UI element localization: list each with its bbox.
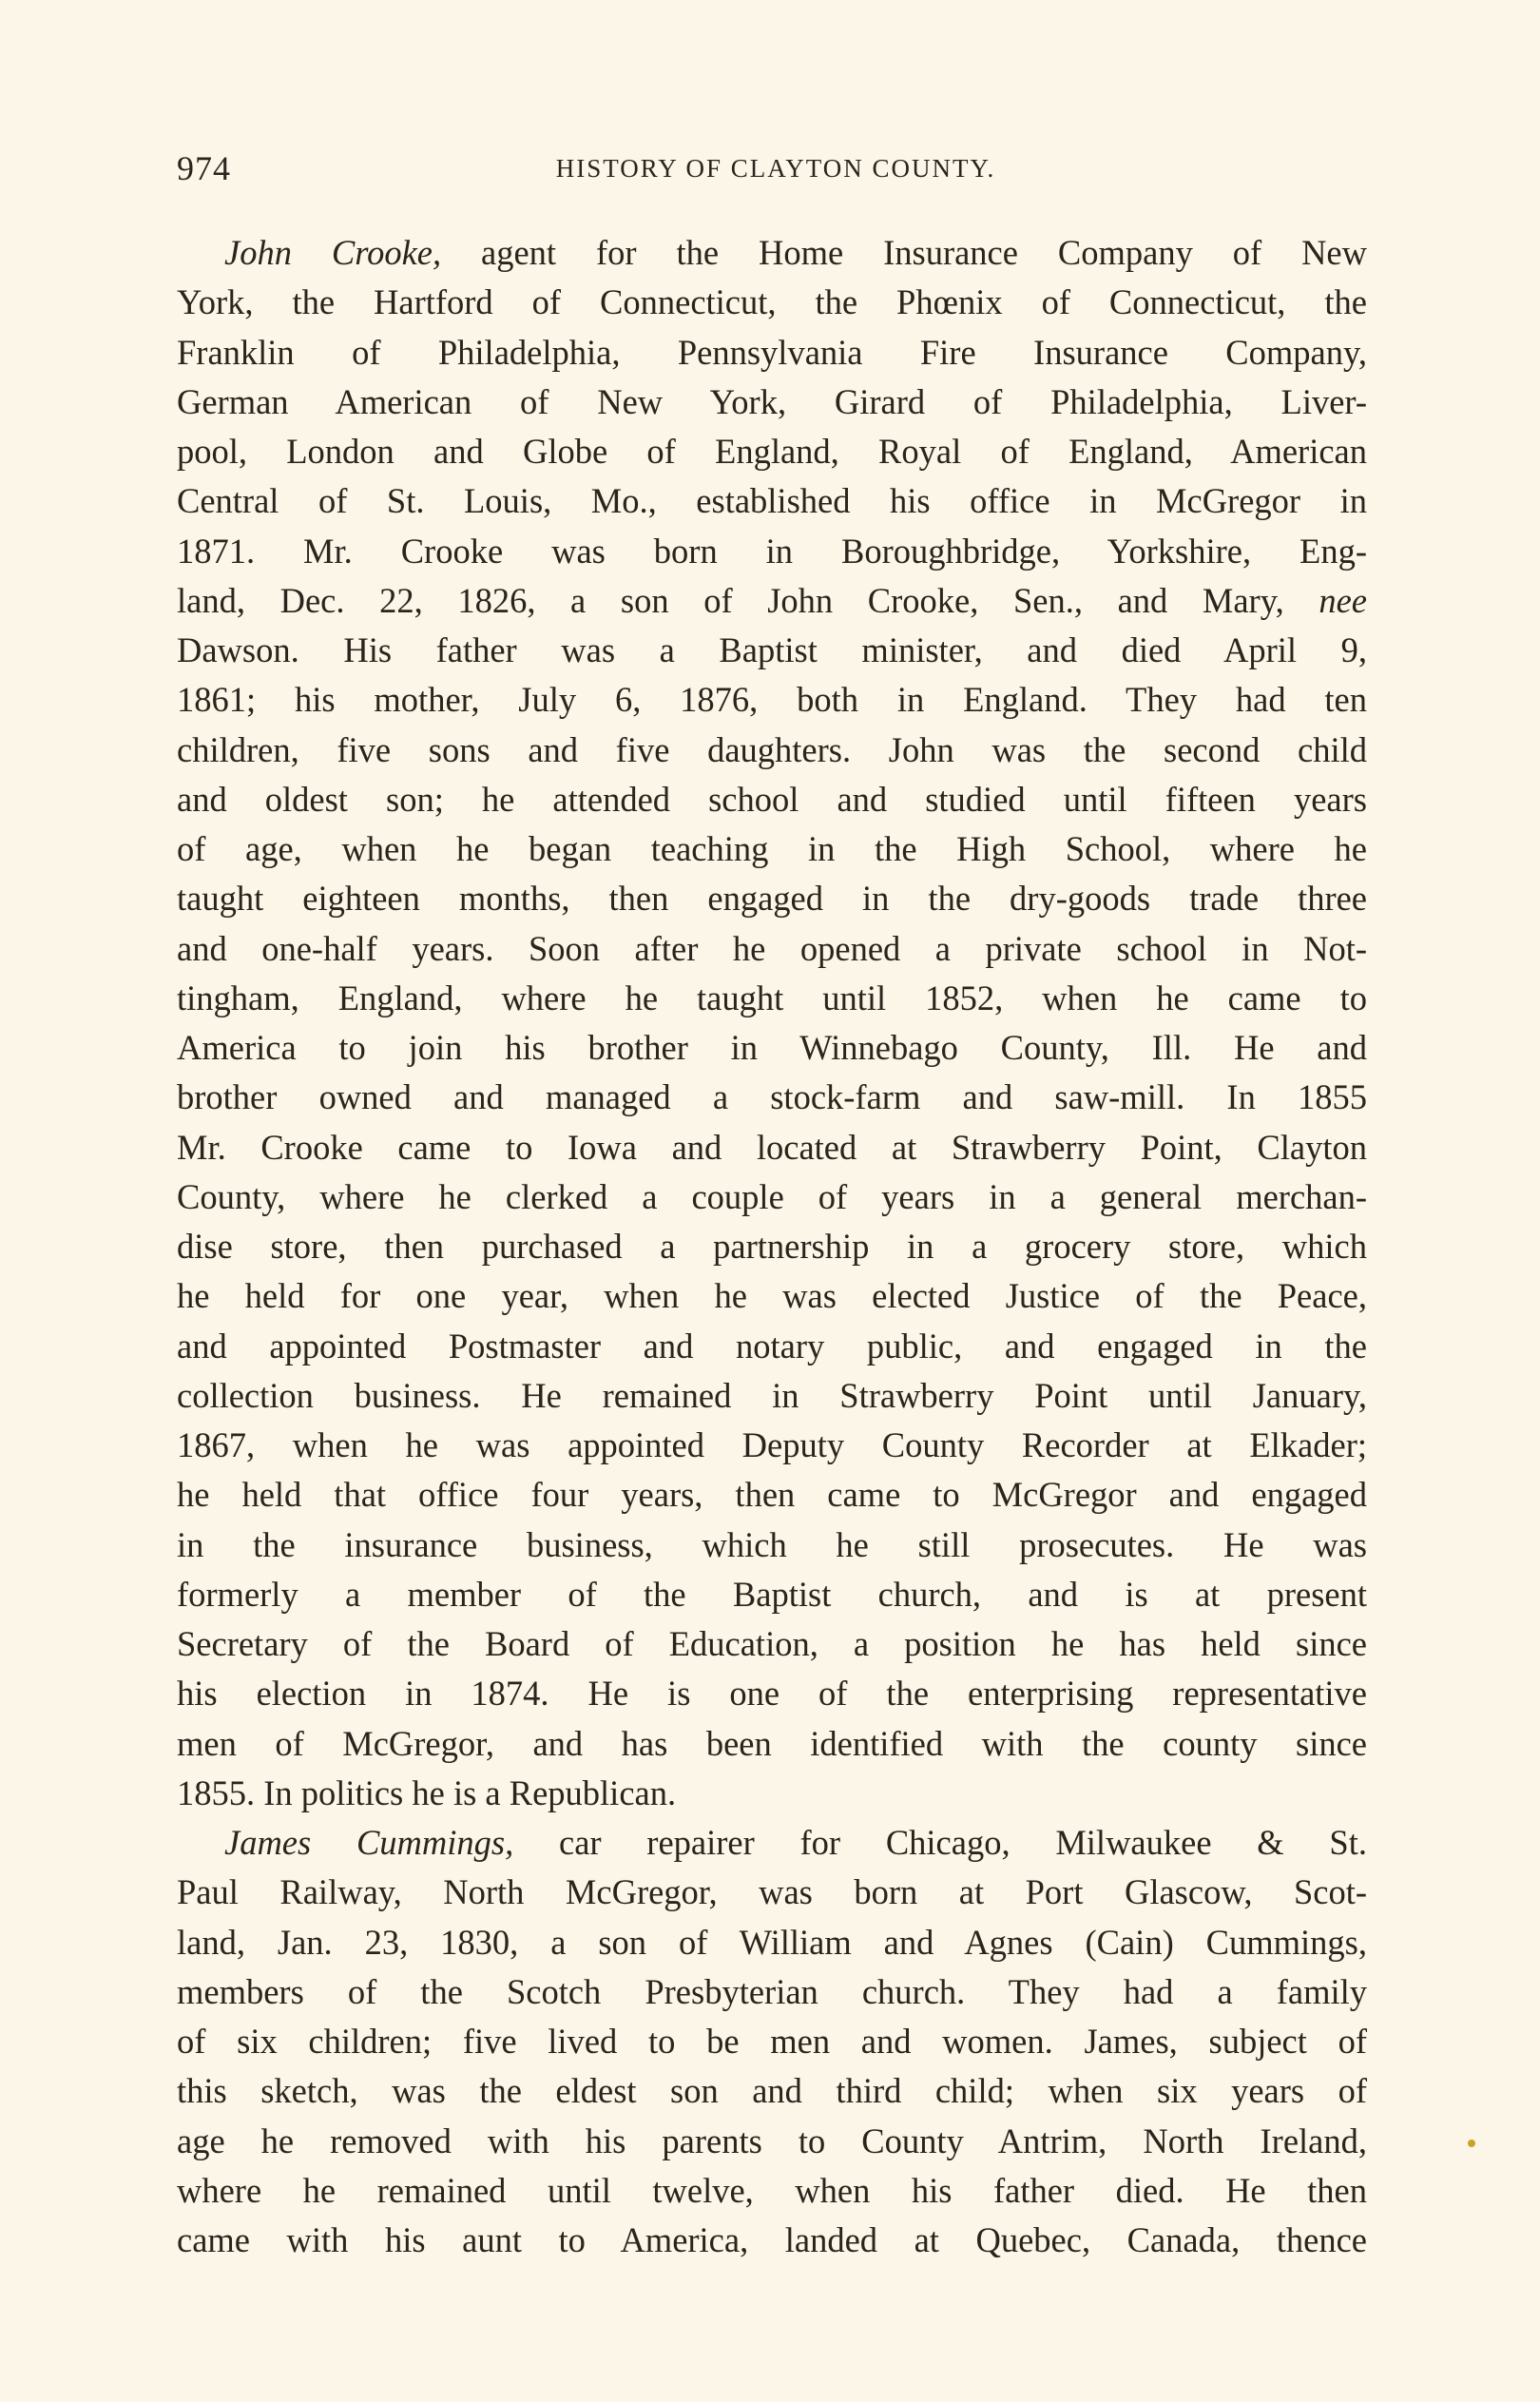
text-line: Franklin of Philadelphia, Pennsylvania Fire Insurance Company, [177,332,1367,372]
text-line: formerly a member of the Baptist church, and is at present [177,1574,1367,1614]
text-line: land, Jan. 23, 1830, a son of William and Agnes (Cain) Cummings, [177,1922,1367,1962]
person-name: James Cummings, [224,1823,514,1862]
text-line: James Cummings, car repairer for Chicago, Milwaukee & St. [224,1823,1367,1862]
text-line: age he removed with his parents to County Antrim, North Ireland, [177,2121,1367,2160]
text-line: Secretary of the Board of Education, a position he has held since [177,1624,1367,1663]
text-line: Mr. Crooke came to Iowa and located at Strawberry Point, Clayton [177,1127,1367,1167]
text-line: Paul Railway, North McGregor, was born at Port Glascow, Scot- [177,1872,1367,1912]
text-line: of age, when he began teaching in the High School, where he [177,829,1367,868]
text-line: Dawson. His father was a Baptist minister, and died April 9, [177,630,1367,669]
text-line: John Crooke, agent for the Home Insurance Company of New [224,233,1367,272]
text-line: 1871. Mr. Crooke was born in Boroughbridge, Yorkshire, Eng- [177,531,1367,571]
text-line: and one-half years. Soon after he opened a private school in Not- [177,928,1367,968]
text-line: men of McGregor, and has been identified with the county since [177,1723,1367,1763]
text-line: County, where he clerked a couple of years in a general merchan- [177,1176,1367,1216]
text-line: tingham, England, where he taught until 1852, when he came to [177,978,1367,1017]
text-line: he held for one year, when he was elected Justice of the Peace, [177,1276,1367,1316]
text-line: dise store, then purchased a partnership in a grocery store, which [177,1227,1367,1266]
text-line: 1867, when he was appointed Deputy County Recorder at Elkader; [177,1425,1367,1464]
text-line: where he remained until twelve, when his father died. He then [177,2170,1367,2210]
text-line: Central of St. Louis, Mo., established his office in McGregor in [177,481,1367,521]
person-name: John Crooke, [224,233,442,272]
text-line: came with his aunt to America, landed at Quebec, Canada, thence [177,2220,1367,2259]
text-line: 1855. In politics he is a Republican. [177,1772,677,1812]
text-line: and appointed Postmaster and notary public, and engaged in the [177,1326,1367,1366]
text-line: of six children; five lived to be men and women. James, subject of [177,2022,1367,2061]
text-line: in the insurance business, which he still prosecutes. He was [177,1524,1367,1564]
running-title: HISTORY OF CLAYTON COUNTY. [555,154,996,183]
text-line: this sketch, was the eldest son and third child; when six years of [177,2071,1367,2111]
italic-word: nee [1319,580,1367,620]
text-line: taught eighteen months, then engaged in the dry-goods trade three [177,879,1367,919]
text-line: pool, London and Globe of England, Royal of England, American [177,432,1367,471]
text-line: land, Dec. 22, 1826, a son of John Crooke, Sen., and Mary, nee [177,580,1367,620]
text-line: America to join his brother in Winnebago County, Ill. He and [177,1028,1367,1067]
margin-dot [1468,2140,1475,2147]
text-line: brother owned and managed a stock-farm and saw-mill. In 1855 [177,1077,1367,1117]
text-line: York, the Hartford of Connecticut, the Phœnix of Connecticut, the [177,282,1367,322]
page-header [177,148,1375,194]
page-number: 974 [177,149,231,187]
text-line: and oldest son; he attended school and studied until fifteen years [177,779,1367,819]
text-line: he held that office four years, then came to McGregor and engaged [177,1475,1367,1515]
text-line: children, five sons and five daughters. John was the second child [177,729,1367,769]
text-line: members of the Scotch Presbyterian church. They had a family [177,1971,1367,2011]
text-line: 1861; his mother, July 6, 1876, both in England. They had ten [177,680,1367,720]
text-line: his election in 1874. He is one of the enterprising representative [177,1674,1367,1714]
body-text [177,228,1367,2265]
text-line: collection business. He remained in Strawberry Point until January, [177,1375,1367,1415]
text-line: German American of New York, Girard of Philadelphia, Liver- [177,381,1367,421]
